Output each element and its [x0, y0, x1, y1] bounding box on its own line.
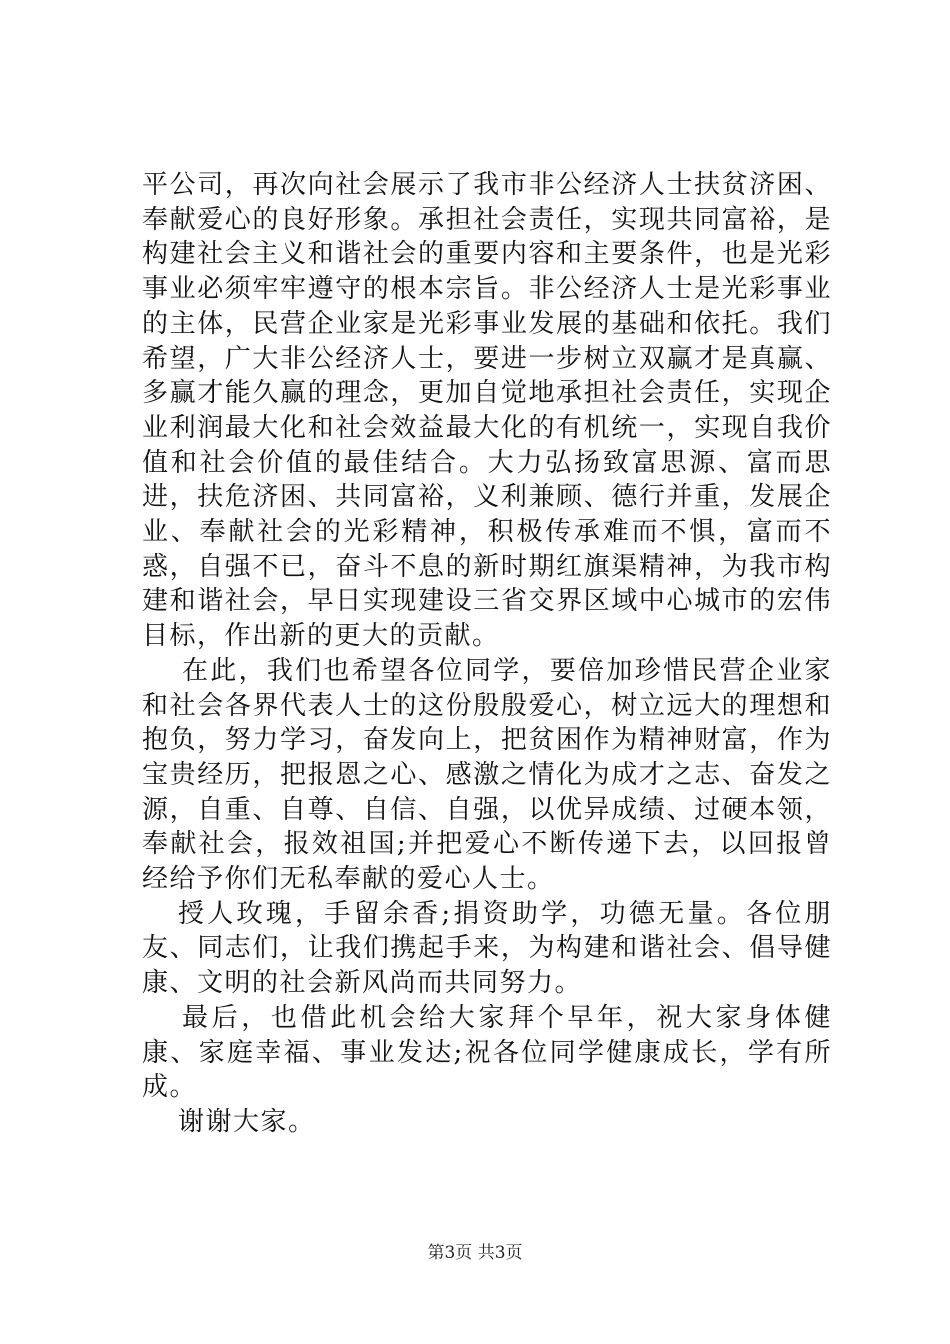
paragraph-continued: 平公司，再次向社会展示了我市非公经济人士扶贫济困、奉献爱心的良好形象。承担社会责任，实现共同富裕，是构建社会主义和谐社会的重要内容和主要条件，也是光彩事业必须牢牢遵守的根本宗旨。非公经济人士是光彩事业的主体，民营企业家是光彩事业发展的基础和依托。我们希望，广大非公经济人士，要进一步树立双赢才是真赢、多赢才能久赢的理念，更加自觉地承担社会责任，实现企业利润最大化和社会效益最大化的有机统一，实现自我价值和社会价值的最佳结合。大力弘扬致富思源、富而思进，扶危济困、共同富裕，义利兼顾、德行并重，发展企业、奉献社会的光彩精神，积极传承难而不惧，富而不惑，自强不已，奋斗不息的新时期红旗渠精神，为我市构建和谐社会，早日实现建设三省交界区域中心城市的宏伟目标，作出新的更大的贡献。 — [142, 170, 832, 652]
paragraph-roses: 授人玫瑰，手留余香;捐资助学，功德无量。各位朋友、同志们，让我们携起手来，为构建和谐社会、倡导健康、文明的社会新风尚而共同努力。 — [142, 898, 832, 999]
paragraph-students: 在此，我们也希望各位同学，要倍加珍惜民营企业家和社会各界代表人士的这份殷殷爱心，树立远大的理想和抱负，努力学习，奋发向上，把贫困作为精神财富，作为宝贵经历，把报恩之心、感激之情化为成才之志、奋发之源，自重、自尊、自信、自强，以优异成绩、过硬本领，奉献社会，报效祖国;并把爱心不断传递下去，以回报曾经给予你们无私奉献的爱心人士。 — [142, 655, 832, 895]
page-number-footer: 第3页 共3页 — [427, 1243, 523, 1263]
paragraph-thanks: 谢谢大家。 — [178, 1106, 316, 1137]
document-body — [142, 168, 832, 1140]
paragraph-new-year: 最后，也借此机会给大家拜个早年，祝大家身体健康、家庭幸福、事业发达;祝各位同学健康成长，学有所成。 — [142, 1002, 832, 1103]
